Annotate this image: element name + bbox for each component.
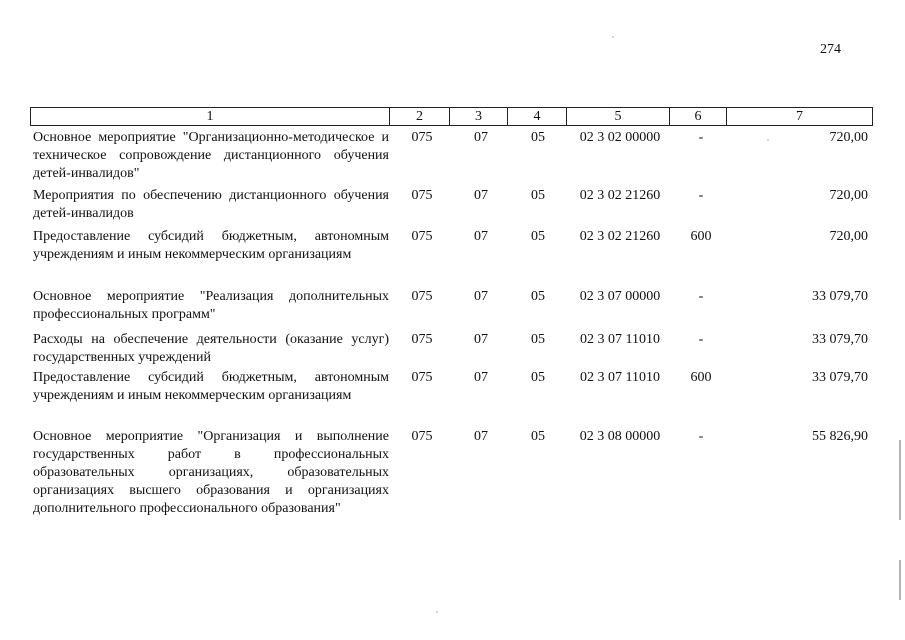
row-target-code: 02 3 02 21260 [579, 188, 661, 203]
row-code-col4: 05 [531, 289, 545, 304]
scan-speck [767, 139, 769, 141]
row-target-code: 02 3 08 00000 [579, 429, 661, 444]
page-number: 274 [820, 42, 841, 57]
row-target-code: 02 3 07 11010 [580, 332, 660, 347]
row-expense-type: - [698, 289, 704, 304]
row-code-col2: 075 [411, 370, 433, 385]
row-description: Предоставление субсидий бюджетным, автономным учреждениям и иным некоммерческим организациям [33, 370, 389, 403]
row-description: Расходы на обеспечение деятельности (оказание услуг) государственных учреждений [33, 332, 389, 365]
row-code-col3: 07 [474, 332, 488, 347]
row-expense-type: 600 [690, 370, 712, 385]
row-code-col2: 075 [411, 332, 433, 347]
row-code-col3: 07 [474, 188, 488, 203]
column-header-4: 4 [508, 108, 567, 126]
column-header-row [31, 108, 873, 126]
scan-speck [612, 36, 614, 38]
row-code-col3: 07 [474, 429, 488, 444]
row-description: Основное мероприятие "Организация и выполнение государственных работ в профессиональных образовательных организациях, образовательных организациях высшего образования и организациях дополнительного профессионального образования" [33, 429, 389, 516]
row-code-col4: 05 [531, 429, 545, 444]
row-code-col2: 075 [411, 130, 433, 145]
row-code-col3: 07 [474, 229, 488, 244]
row-expense-type: - [698, 130, 704, 145]
row-expense-type: - [698, 332, 704, 347]
row-code-col4: 05 [531, 229, 545, 244]
row-target-code: 02 3 02 00000 [579, 130, 661, 145]
scan-edge-mark [899, 560, 901, 600]
row-expense-type: 600 [690, 229, 712, 244]
row-code-col2: 075 [411, 429, 433, 444]
row-code-col2: 075 [411, 188, 433, 203]
row-amount: 720,00 [829, 130, 868, 145]
row-amount: 720,00 [829, 229, 868, 244]
scan-speck [436, 611, 438, 613]
column-header-2: 2 [390, 108, 450, 126]
row-amount: 55 826,90 [812, 429, 868, 444]
row-amount: 33 079,70 [812, 332, 868, 347]
column-header-1: 1 [31, 108, 390, 126]
row-target-code: 02 3 02 21260 [579, 229, 661, 244]
row-code-col4: 05 [531, 370, 545, 385]
scan-edge-mark [899, 440, 901, 520]
row-description: Основное мероприятие "Реализация дополнительных профессиональных программ" [33, 289, 389, 322]
row-amount: 720,00 [829, 188, 868, 203]
column-header-5: 5 [567, 108, 670, 126]
row-code-col4: 05 [531, 188, 545, 203]
row-code-col4: 05 [531, 332, 545, 347]
row-target-code: 02 3 07 11010 [580, 370, 660, 385]
row-code-col3: 07 [474, 130, 488, 145]
row-code-col2: 075 [411, 289, 433, 304]
row-code-col3: 07 [474, 289, 488, 304]
row-code-col3: 07 [474, 370, 488, 385]
row-code-col4: 05 [531, 130, 545, 145]
column-header-3: 3 [450, 108, 508, 126]
row-description: Основное мероприятие "Организационно-методическое и техническое сопровождение дистанционного обучения детей-инвалидов" [33, 130, 389, 181]
row-amount: 33 079,70 [812, 289, 868, 304]
row-description: Предоставление субсидий бюджетным, автономным учреждениям и иным некоммерческим организациям [33, 229, 389, 262]
column-header-table [30, 107, 873, 126]
column-header-6: 6 [670, 108, 727, 126]
column-header-7: 7 [727, 108, 873, 126]
row-description: Мероприятия по обеспечению дистанционного обучения детей-инвалидов [33, 188, 389, 221]
row-expense-type: - [698, 429, 704, 444]
row-code-col2: 075 [411, 229, 433, 244]
row-expense-type: - [698, 188, 704, 203]
row-target-code: 02 3 07 00000 [579, 289, 661, 304]
row-amount: 33 079,70 [812, 370, 868, 385]
